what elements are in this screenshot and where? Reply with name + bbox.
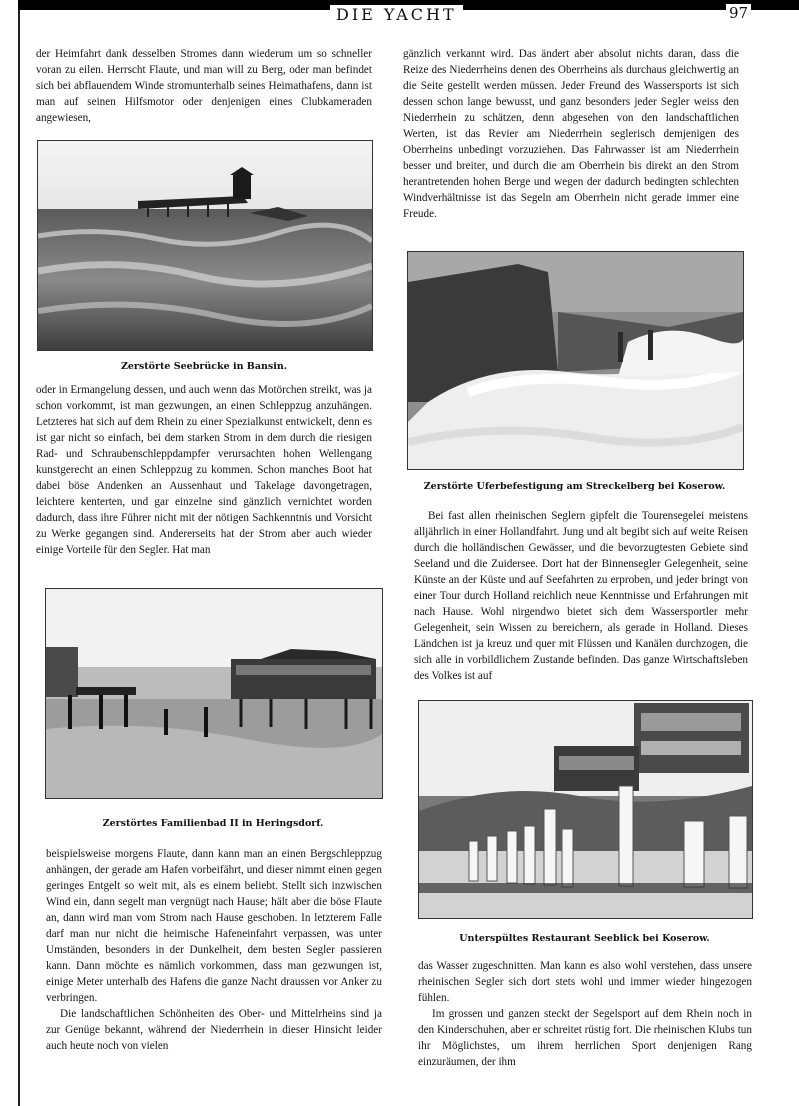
page-number: 97	[726, 4, 751, 22]
paragraph: oder in Ermangelung dessen, und auch wenn das Motörchen streikt, was ja schon vorkommt, ist man gezwungen, an einen Schleppzug anzuhängen. Letzteres hat sich auf dem Rhein zu einer Spezialkunst entwickelt, denn es ist gar nicht so einfach, bei dem starken Strom in dem durch die riesigen Rad- und Schraubenschleppdampfer verursachten hohen Wellengang kunstgerecht an einen Schleppzug zu kommen. Schon manches Boot hat dabei böse Andenken an Aussenhaut und Takelage davongetragen, leichtere kenterten, und gar einzelne sind gänzlich vernichtet worden dadurch, dass ihre Führer nicht mit der nötigen Sachkenntnis und Vorsicht zu Werke gegangen sind. Andererseits hat der Strom aber auch wieder einige Vorteile für den Segler. Hat man	[36, 384, 372, 556]
paragraph: gänzlich verkannt wird. Das ändert aber absolut nichts daran, dass die Reize des Niederrheins denen des Oberrheins als durchaus gleichwertig an die Seite gestellt werden müssen. Jeder Freund des Wassersports ist sich dessen schon lange bewusst, und ganz besonders jeder Segler weiss den Niederrhein zu schätzen, denn abgesehen von den landschaftlichen Werten, ist das Revier am Niederrhein seglerisch demjenigen des Oberrheins unbedingt vorzuziehen. Das Fahrwasser ist am Niederrhein besser und breiter, und durch die am Oberrhein bis direkt an den Strom herantretenden hohen Berge und wegen der dadurch bedingten schlechten Windverhältnisse ist das Segeln am Oberrhein nicht gerade immer eine Freude.	[403, 48, 739, 220]
right-column-text-2	[414, 508, 748, 684]
caption-photo2: Zerstörte Uferbefestigung am Streckelberg bei Koserow.	[423, 481, 726, 492]
left-column-text-2	[36, 382, 372, 558]
left-column-text-1	[36, 46, 372, 126]
paragraph: beispielsweise morgens Flaute, dann kann man an einen Bergschleppzug anhängen, der gerade am Hafen vorbeifährt, und dieser nimmt einen gegen geringes Entgelt so weit mit, als es einem beliebt. Stellt sich inzwischen Wind ein, dann segelt man vergnügt nach Hause; hält aber die böse Flaute an, dann wird man vom Strom nach Hause geschoben. In letzterem Falle darf man nur nicht die heimische Hafeneinfahrt verpassen, was unter Umständen, besonders in der Dunkelheit, dem besten Segler passieren kann. Dann möchte es nämlich vorkommen, dass man gezwungen ist, einige Meter unterhalb des Hafens die ganze Nacht draussen vor Anker zu verbringen.	[46, 848, 382, 1004]
paragraph: Im grossen und ganzen steckt der Segelsport auf dem Rhein noch in den Kinderschuhen, aber er schreitet rüstig fort. Die rheinischen Klubs tun ihr Möglichstes, um ihrem herrlichen Sport denjenigen Rang einzuräumen, der ihm	[418, 1008, 752, 1068]
photo-familienbad-heringsdorf	[45, 588, 383, 799]
page-left-edge	[0, 0, 20, 1106]
caption-photo3: Zerstörtes Familienbad II in Heringsdorf.	[102, 818, 324, 829]
right-column-text-3	[418, 958, 752, 1070]
right-column-text-1	[403, 46, 739, 222]
photo-seebruecke-bansin	[37, 140, 373, 351]
paragraph: der Heimfahrt dank desselben Stromes dann wiederum um so schneller voran zu eilen. Herrscht Flaute, und man will zu Berg, oder man befindet sich bei abflauendem Winde stromunterhalb seines Heimathafens, dann ist man auf seinen Hilfsmotor oder denjenigen eines Clubkameraden angewiesen,	[36, 48, 372, 124]
photo-restaurant-seeblick-koserow	[418, 700, 753, 919]
caption-photo1: Zerstörte Seebrücke in Bansin.	[120, 361, 288, 372]
photo-uferbefestigung-streckelberg	[407, 251, 744, 470]
paragraph: Die landschaftlichen Schönheiten des Ober- und Mittelrheins sind ja zur Genüge bekannt, während der Niederrhein in dieser Hinsicht leider auch heute noch von vielen	[46, 1008, 382, 1052]
left-column-text-3	[46, 846, 382, 1054]
paragraph: das Wasser zugeschnitten. Man kann es also wohl verstehen, dass unsere rheinischen Segler sich dort stets wohl und immer wieder hingezogen fühlen.	[418, 960, 752, 1004]
paragraph: Bei fast allen rheinischen Seglern gipfelt die Tourensegelei meistens alljährlich in einer Hollandfahrt. Jung und alt begibt sich auf weite Reisen durch die holländischen Gewässer, und die bevorzugtesten Gebiete sind Seeland und die Zuidersee. Dort hat der Binnensegler Gelegenheit, seine Künste an der Küste und auf Seefahrten zu erproben, und jeder bringt von einer Tour durch Holland reichlich neue Kenntnisse und Erfahrungen mit nach Hause. Wohl nirgendwo bietet sich dem Wassersportler mehr Gelegenheit, sein Wissen zu bereichern, als gerade in Holland. Dieses Ländchen ist ja kreuz und quer mit Flüssen und Kanälen durchzogen, die sich alle in vorbildlichem Zustande befinden. Das ganze Wirtschaftsleben des Volkes ist auf	[414, 510, 748, 682]
caption-photo4: Unterspültes Restaurant Seeblick bei Koserow.	[459, 933, 710, 944]
running-header-title: DIE YACHT	[330, 5, 463, 24]
